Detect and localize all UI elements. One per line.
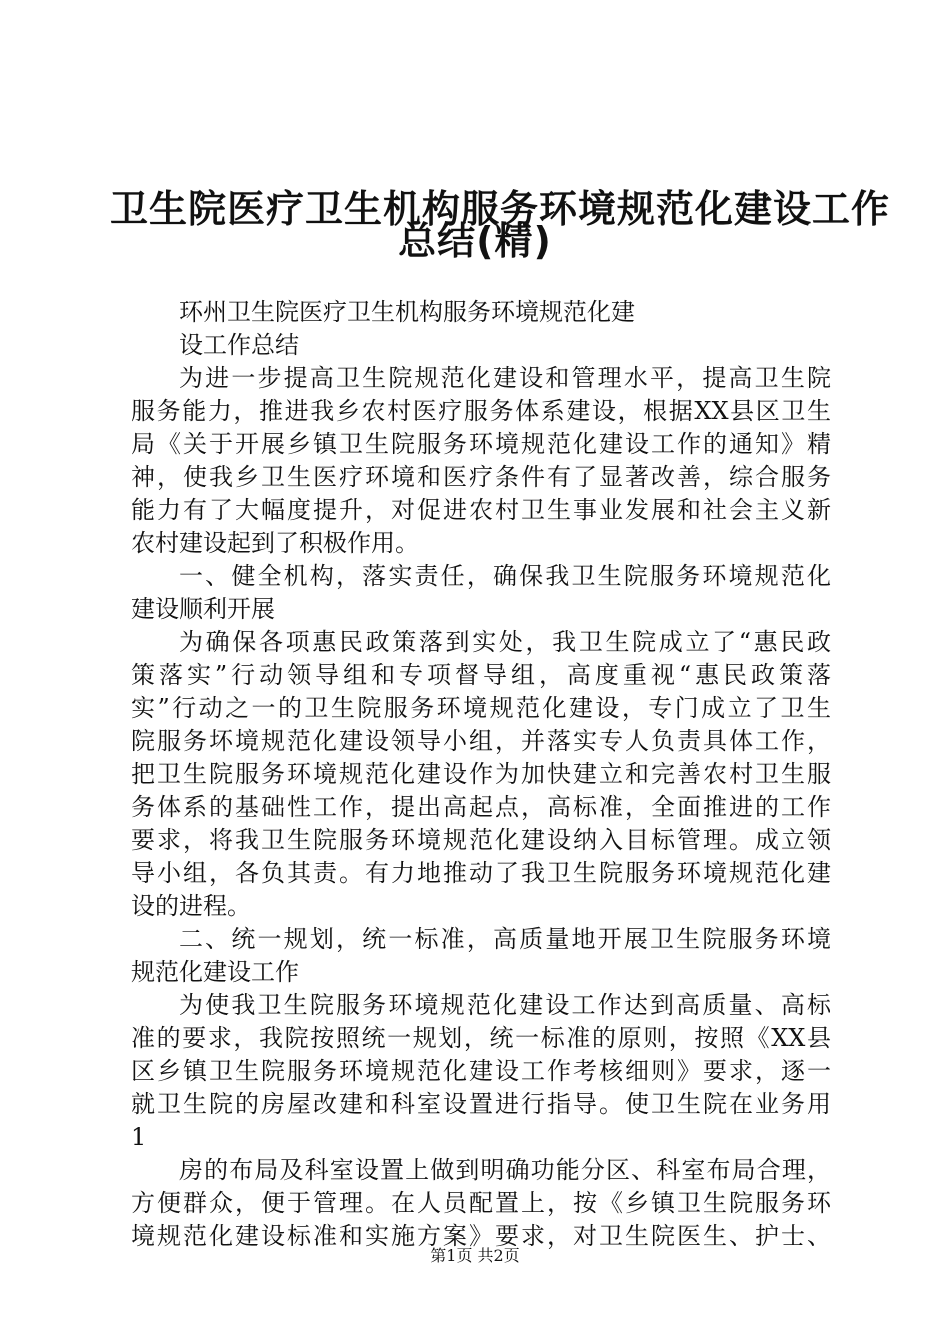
body-line: 设工作总结 xyxy=(179,331,299,359)
body-line: 能力有了大幅度提升，对促进农村卫生事业发展和社会主义新 xyxy=(131,496,831,524)
body-line: 境规范化建设标准和实施方案》要求，对卫生院医生、护士、 xyxy=(131,1222,831,1250)
body-line: 方便群众，便于管理。在人员配置上，按《乡镇卫生院服务环 xyxy=(131,1189,831,1217)
body-line: 一、健全机构，落实责任，确保我卫生院服务环境规范化 xyxy=(179,562,831,590)
body-line: 就卫生院的房屋改建和科室设置进行指导。使卫生院在业务用 xyxy=(131,1090,831,1118)
body-line: 环州卫生院医疗卫生机构服务环境规范化建 xyxy=(179,298,635,326)
body-line: 服务能力，推进我乡农村医疗服务体系建设，根据XX县区卫生 xyxy=(131,397,831,425)
body-line: 建设顺利开展 xyxy=(131,595,275,623)
body-line: 导小组，各负其责。有力地推动了我卫生院服务环境规范化建 xyxy=(131,859,831,887)
body-line: 为确保各项惠民政策落到实处，我卫生院成立了“惠民政 xyxy=(179,628,831,656)
body-line: 院服务坏境规范化建设领导小组，并落实专人负责具体工作， xyxy=(131,727,831,755)
body-line: 房的布局及科室设置上做到明确功能分区、科室布局合理， xyxy=(179,1156,831,1184)
body-line: 实”行动之一的卫生院服务环境规范化建设，专门成立了卫生 xyxy=(131,694,831,722)
document-title-line-2: 总结(精) xyxy=(398,219,552,263)
body-line: 为进一步提高卫生院规范化建设和管理水平，提高卫生院 xyxy=(179,364,831,392)
body-line: 要求，将我卫生院服务环境规范化建设纳入目标管理。成立领 xyxy=(131,826,831,854)
body-line: 神，使我乡卫生医疗环境和医疗条件有了显著改善，综合服务 xyxy=(131,463,831,491)
body-line: 农村建设起到了积极作用。 xyxy=(131,529,419,557)
body-line: 区乡镇卫生院服务环境规范化建设工作考核细则》要求，逐一 xyxy=(131,1057,831,1085)
body-line: 局《关于开展乡镇卫生院服务环境规范化建设工作的通知》精 xyxy=(131,430,831,458)
document-title-line-1: 卫生院医疗卫生机构服务环境规范化建设工作 xyxy=(110,187,891,231)
body-line: 准的要求，我院按照统一规划，统一标准的原则，按照《XX县 xyxy=(131,1024,831,1052)
body-line: 为使我卫生院服务环境规范化建设工作达到高质量、高标 xyxy=(179,991,831,1019)
body-line: 策落实”行动领导组和专项督导组，高度重视“惠民政策落 xyxy=(131,661,831,689)
body-line: 把卫生院服务环境规范化建设作为加快建立和完善农村卫生服 xyxy=(131,760,831,788)
page-footer: 第1页 共2页 xyxy=(430,1246,520,1265)
body-line: 设的进程。 xyxy=(131,892,251,920)
document-body xyxy=(131,296,831,1253)
body-line: 务体系的基础性工作，提出高起点，高标准，全面推进的工作 xyxy=(131,793,831,821)
body-line: 规范化建设工作 xyxy=(131,958,299,986)
body-line: 二、统一规划，统一标准，高质量地开展卫生院服务环境 xyxy=(179,925,831,953)
page-number-inline: 1 xyxy=(131,1123,147,1151)
